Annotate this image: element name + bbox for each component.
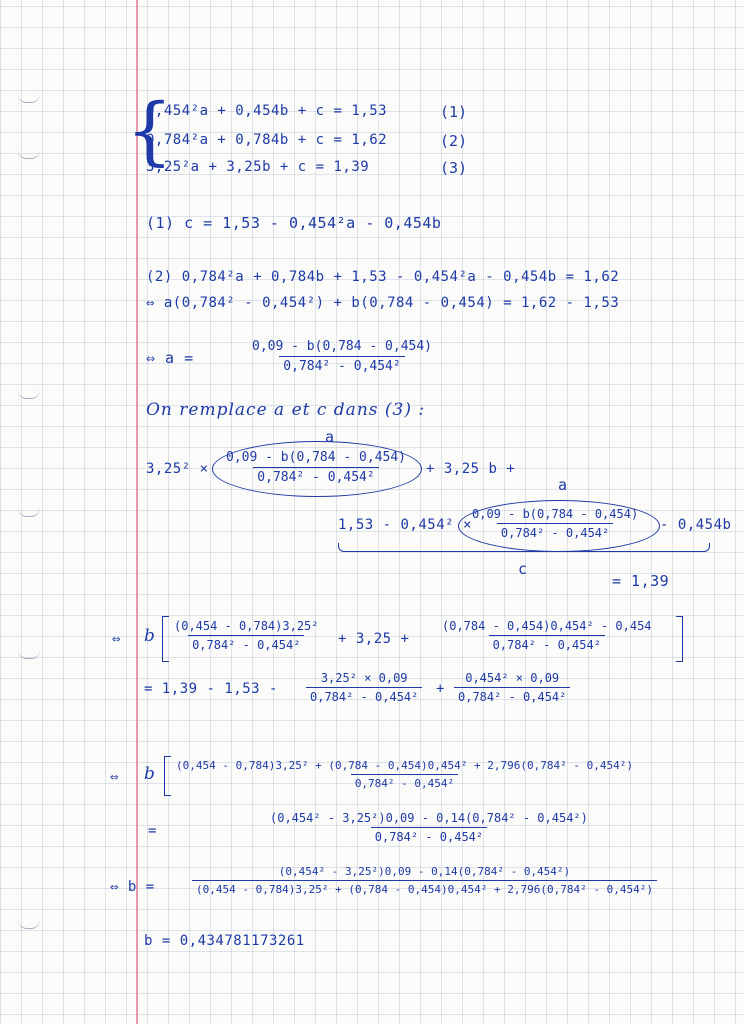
equation-3-tag: (3) [440,159,468,177]
replace-heading: On remplace a et c dans (3) : [146,400,426,420]
block4-rhs-fraction [266,812,592,843]
a-fraction-denominator: 0,784² - 0,454² [279,356,404,373]
equation-1: 0,454²a + 0,454b + c = 1,53 [146,103,388,119]
final-result: b = 0,434781173261 [144,933,305,949]
block4-numerator: (0,454 - 0,784)3,25² + (0,784 - 0,454)0,454² + 2,796(0,784² - 0,454²) [176,759,633,772]
a-definition-prefix: ⇔ a = [146,349,194,367]
block3-fraction-1 [170,620,323,651]
b-symbol-4: b [144,764,156,784]
block3-fraction-3 [306,672,422,703]
punch-hole [18,508,40,517]
label-a-top: a [325,428,335,446]
substitution-a-numerator: 0,09 - b(0,784 - 0,454) [226,450,407,465]
block4-rhs-numerator: (0,454² - 3,25²)0,09 - 0,14(0,784² - 0,454²) [270,811,588,825]
block3-fraction-2 [438,620,656,651]
step-2-line-1: (2) 0,784²a + 0,784b + 1,53 - 0,454²a - 0,454b = 1,62 [146,269,620,285]
block4-equals: = [148,823,157,839]
block3-rhs-prefix: = 1,39 - 1,53 - [144,681,278,697]
bracket-left [162,616,169,662]
block5-prefix: ⇔ b = [110,879,155,895]
equiv-symbol-3: ⇔ [112,631,121,647]
punch-hole [18,150,40,159]
c-fraction [468,508,642,539]
substitution-prefix: 3,25² × [146,461,209,477]
block3-f1-numerator: (0,454 - 0,784)3,25² [174,619,319,633]
punch-hole [18,650,40,659]
block4-rhs-denominator: 0,784² - 0,454² [371,827,487,843]
punch-hole [18,390,40,399]
punch-hole [18,94,40,103]
block4-fraction [172,760,637,789]
bracket-left-4 [164,756,171,796]
equation-2: 0,784²a + 0,784b + c = 1,62 [146,132,388,148]
label-c: c [518,560,528,578]
equiv-symbol-4: ⇔ [110,769,119,785]
block3-plus: + 3,25 + [338,631,410,647]
block3-f3-denominator: 0,784² - 0,454² [306,687,422,703]
underbrace-c [338,543,710,552]
block3-f4-numerator: 0,454² × 0,09 [465,671,560,685]
b-final-numerator: (0,454² - 3,25²)0,09 - 0,14(0,784² - 0,454²) [278,865,571,878]
b-symbol-3: b [144,626,156,646]
b-final-denominator: (0,454 - 0,784)3,25² + (0,784 - 0,454)0,454² + 2,796(0,784² - 0,454²) [192,880,657,895]
equation-2-tag: (2) [440,132,468,150]
a-fraction [248,340,436,373]
substitution-middle: + 3,25 b + [426,461,516,477]
block3-f3-numerator: 3,25² × 0,09 [320,671,408,685]
system-brace: { [126,88,174,174]
substitution-a-denominator: 0,784² - 0,454² [253,467,378,484]
block3-f2-denominator: 0,784² - 0,454² [489,635,605,651]
block3-f1-denominator: 0,784² - 0,454² [188,635,304,651]
step-2-line-2: ⇔ a(0,784² - 0,454²) + b(0,784 - 0,454) = 1,62 - 1,53 [146,295,620,311]
block3-fraction-4 [454,672,570,703]
substitution-fraction-a [222,451,410,484]
block4-denominator: 0,784² - 0,454² [351,774,458,789]
punch-hole [18,920,40,929]
c-suffix: - 0,454b [660,517,732,533]
c-fraction-numerator: 0,09 - b(0,784 - 0,454) [472,507,639,521]
step-c-expression: (1) c = 1,53 - 0,454²a - 0,454b [146,214,442,232]
equation-1-tag: (1) [440,103,468,121]
block3-f4-denominator: 0,784² - 0,454² [454,687,570,703]
block3-f2-numerator: (0,784 - 0,454)0,454² - 0,454 [442,619,652,633]
equation-3: 3,25²a + 3,25b + c = 1,39 [146,159,370,175]
c-prefix: 1,53 - 0,454² × [338,517,472,533]
b-final-fraction [192,866,657,895]
c-fraction-denominator: 0,784² - 0,454² [497,523,613,539]
substitution-result: = 1,39 [612,572,670,590]
block3-plus-2: + [436,681,445,697]
a-fraction-numerator: 0,09 - b(0,784 - 0,454) [252,339,433,354]
label-a-second: a [558,476,568,494]
bracket-right [676,616,683,662]
